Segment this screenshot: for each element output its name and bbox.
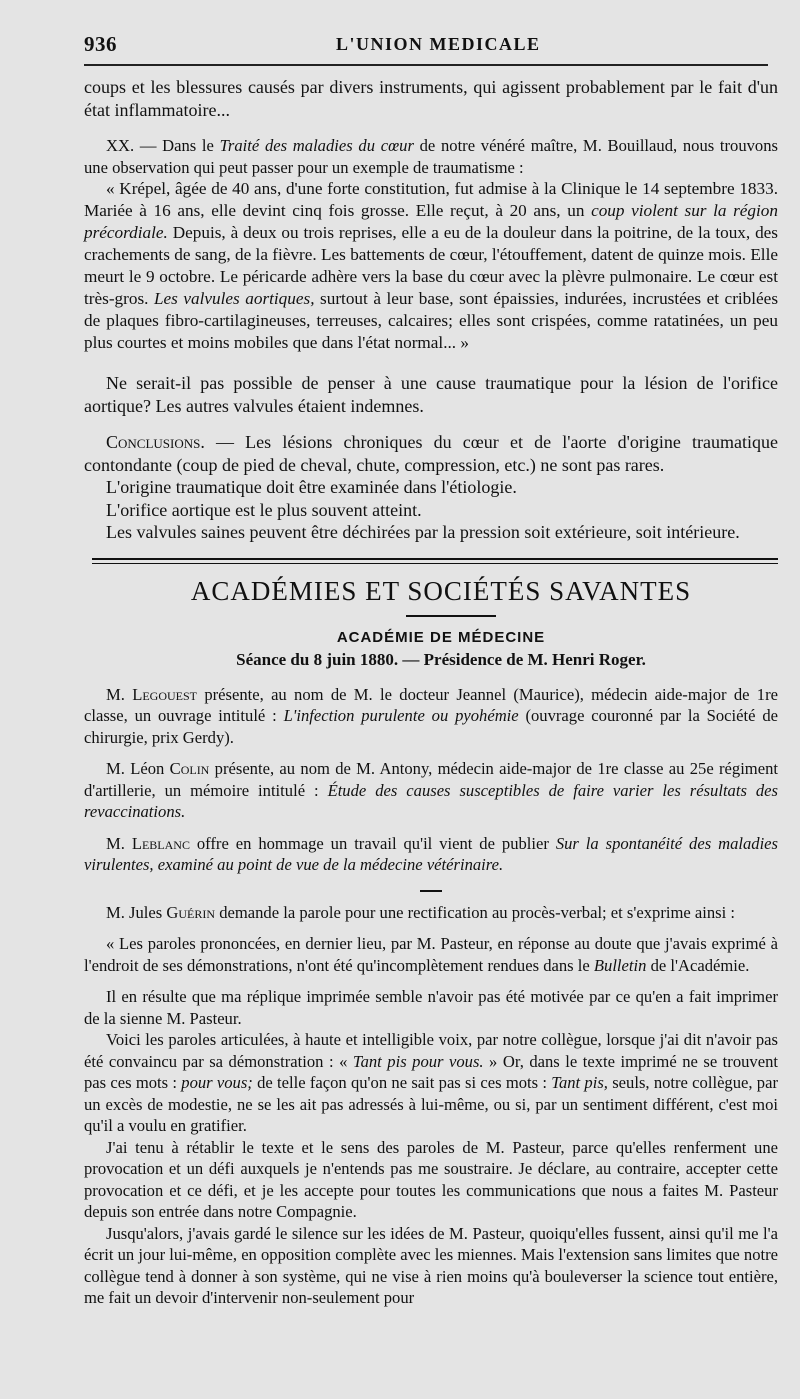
conclusion-3: Les valvules saines peuvent être déchirées par la pression soit extérieure, soit intérieure. [106,522,740,542]
paragraph-question: Ne serait-il pas possible de penser à une cause traumatique pour la lésion de l'orifice aortique? Les autres valvules étaient indemnes. [84,373,778,416]
conclusions-label: Conclusions. [106,432,205,452]
guerin-paragraph-3: Voici les paroles articulées, à haute et intelligible voix, par notre collègue, lorsque j'ai dit n'avoir pas été convaincu par sa démonstration : « Tant pis pour vous. » Or, dans le texte imprimé ne se trouvent pas ces mots : pour vous; de telle façon qu'on ne sait pas si ces mots : Tant pis, seuls, notre collègue, par un excès de modestie, ne se les ait pas adressés à lui-même, ou si, par un sentiment différent, c'est moi qu'il a voulu en gratifier. [84,1030,778,1135]
page-number: 936 [84,32,117,56]
session-line: Séance du 8 juin 1880. — Présidence de M. Henri Roger. [236,649,646,669]
paragraph-conclusions: Conclusions. — Les lésions chroniques du cœur et de l'aorte d'origine traumatique contondante (coup de pied de cheval, chute, compression, etc.) ne sont pas rares. [84,432,778,475]
item-legouest: M. Legouest présente, au nom de M. le docteur Jeannel (Maurice), médecin aide-major de 1re classe, un ouvrage intitulé : L'infection purulente ou pyohémie (ouvrage couronné par la Société de chirurgie, prix Gerdy). [84,684,778,747]
book-title: Traité des maladies du cœur [219,136,414,155]
page-header [84,30,778,64]
guerin-paragraph-2: Il en résulte que ma réplique imprimée semble n'avoir pas été motivée par ce qu'en a fait imprimer de la sienne M. Pasteur. [84,987,778,1028]
item-guerin: M. Jules Guérin demande la parole pour une rectification au procès-verbal; et s'exprime ainsi : [106,902,735,922]
item-colin: M. Léon Colin présente, au nom de M. Antony, médecin aide-major de 1re classe au 25e régiment d'artillerie, un mémoire intitulé : Étude des causes susceptibles de faire varier les résultats des revaccinations. [84,759,778,821]
paragraph-observation-xx: XX. — Dans le Traité des maladies du cœur de notre vénéré maître, M. Bouillaud, nous trouvons une observation qui peut passer pour un exemple de traumatisme : [84,136,778,177]
subsection-title: ACADÉMIE DE MÉDECINE [336,628,546,646]
short-dash [420,890,442,892]
guerin-paragraph-1: « Les paroles prononcées, en dernier lieu, par M. Pasteur, en réponse au doute que j'avais exprimé à l'endroit de ses démonstrations, n'ont été qu'incomplètement rendues dans le Bulletin de l'Académie. [84,934,778,975]
quoted-case: « Krépel, âgée de 40 ans, d'une forte constitution, fut admise à la Clinique le 14 septembre 1833. Mariée à 16 ans, elle devint cinq fois grosse. Elle reçut, à 20 ans, un coup violent sur la région précordiale. Depuis, à deux ou trois reprises, elle a eu de la douleur dans la poitrine, de la toux, des crachements de sang, de la fièvre. Les battements de cœur, l'étouffement, datent de quinze mois. Elle meurt le 9 octobre. Le péricarde adhère vers la base du cœur avec la plèvre pulmonaire. Le cœur est très-gros. Les valvules aortiques, surtout à leur base, sont épaissies, indurées, incrustées et criblées de plaques fibro-cartilagineuses, terreuses, calcaires; elles sont crispées, comme ratatinées, un peu plus courtes et moins mobiles que dans l'état normal... » [84,179,779,352]
running-title: L'UNION MEDICALE [336,34,541,54]
section-title: ACADÉMIES ET SOCIÉTÉS SAVANTES [190,575,692,606]
title-rule [406,615,496,617]
header-rule [84,64,768,66]
item-leblanc: M. Leblanc offre en hommage un travail qu'il vient de publier Sur la spontanéité des maladies virulentes, examiné au point de vue de la médecine vétérinaire. [84,833,778,874]
guerin-paragraph-4: J'ai tenu à rétablir le texte et le sens des paroles de M. Pasteur, parce qu'elles renferment une provocation et un défi auxquels je n'entends pas me soustraire. Je déclare, au contraire, accepter cette provocation et ce défi, et je les accepte pour toutes les communications que nous a faites M. Pasteur depuis son entrée dans notre Compagnie. [84,1137,778,1221]
guerin-paragraph-5: Jusqu'alors, j'avais gardé le silence sur les idées de M. Pasteur, quoiqu'elles fussent, ainsi qu'il me l'a écrit un jour lui-même, en opposition complète avec les miennes. Mais l'extension sans limites que notre collègue tend à donner à son système, qui ne vise à rien moins qu'à bouleverser la science tout entière, me fait un devoir d'intervenir non-seulement pour [84,1223,778,1307]
paragraph-blessures: coups et les blessures causés par divers instruments, qui agissent probablement par le fait d'un état inflammatoire... [84,77,778,120]
conclusion-1: L'origine traumatique doit être examinée dans l'étiologie. [106,477,517,497]
conclusion-2: L'orifice aortique est le plus souvent atteint. [106,499,422,520]
section-divider [92,558,778,564]
